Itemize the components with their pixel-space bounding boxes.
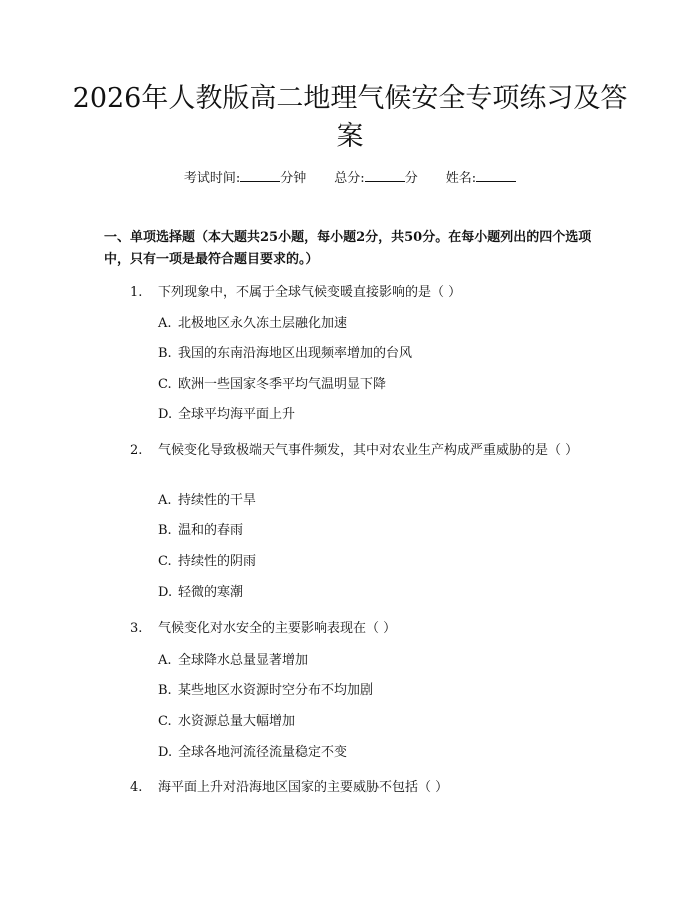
exam-time-label: 考试时间: — [183, 171, 241, 186]
exam-time-blank — [240, 169, 280, 182]
option-text: 欧洲一些国家冬季平均气温明显下降 — [178, 377, 387, 392]
total-score-unit: 分 — [404, 171, 418, 186]
option-1b — [158, 344, 578, 364]
option-text: 全球各地河流径流量稳定不变 — [178, 745, 348, 760]
option-letter: B. — [158, 346, 172, 361]
option-letter: A. — [158, 316, 172, 331]
option-letter: D. — [158, 407, 173, 422]
option-1d — [158, 405, 578, 425]
student-name-blank — [476, 169, 516, 182]
option-letter: D. — [158, 585, 173, 600]
option-letter: B. — [158, 683, 172, 698]
option-2a — [158, 491, 578, 511]
option-text: 某些地区水资源时空分布不均加剧 — [178, 683, 374, 698]
option-1a — [158, 314, 578, 334]
student-name-label: 姓名: — [445, 171, 477, 186]
option-text: 持续性的干旱 — [178, 493, 257, 508]
total-score-label: 总分: — [334, 171, 365, 186]
option-text: 我国的东南沿海地区出现频率增加的台风 — [178, 346, 413, 361]
option-3b — [158, 681, 578, 701]
question-number: 2. — [130, 443, 143, 458]
total-score-blank — [365, 169, 405, 182]
question-3 — [104, 618, 584, 640]
option-letter: D. — [158, 745, 173, 760]
question-text: 气候变化对水安全的主要影响表现在（ ） — [158, 621, 397, 636]
page-title: 2026年人教版高二地理气候安全专项练习及答案 — [72, 83, 628, 152]
option-letter: B. — [158, 523, 172, 538]
exam-time-unit: 分钟 — [280, 171, 307, 186]
question-number: 4. — [130, 780, 143, 795]
question-text: 海平面上升对沿海地区国家的主要威胁不包括（ ） — [158, 780, 449, 795]
question-2 — [104, 440, 584, 462]
option-text: 轻微的寒潮 — [178, 585, 244, 600]
question-1 — [104, 282, 584, 304]
option-text: 持续性的阴雨 — [178, 554, 257, 569]
option-letter: A. — [158, 653, 172, 668]
option-3a — [158, 651, 578, 671]
question-number: 1. — [130, 285, 143, 300]
section-heading: 一、单项选择题（本大题共25小题，每小题2分，共50分。在每小题列出的四个选项中，只有一项是最符合题目要求的。） — [104, 230, 592, 267]
option-letter: C. — [158, 714, 172, 729]
option-2c — [158, 552, 578, 572]
question-number: 3. — [130, 621, 143, 636]
option-letter: C. — [158, 554, 172, 569]
question-text: 下列现象中，不属于全球气候变暖直接影响的是（ ） — [158, 285, 462, 300]
option-letter: C. — [158, 377, 172, 392]
option-text: 温和的春雨 — [178, 523, 244, 538]
question-4 — [104, 777, 584, 799]
option-text: 全球降水总量显著增加 — [178, 653, 309, 668]
option-letter: A. — [158, 493, 172, 508]
question-text: 气候变化导致极端天气事件频发，其中对农业生产构成严重威胁的是（ ） — [158, 443, 579, 458]
option-3c — [158, 712, 578, 732]
option-1c — [158, 375, 578, 395]
option-3d — [158, 743, 578, 763]
exam-info-line — [0, 169, 700, 188]
option-text: 水资源总量大幅增加 — [178, 714, 296, 729]
option-text: 全球平均海平面上升 — [178, 407, 296, 422]
option-text: 北极地区永久冻土层融化加速 — [178, 316, 348, 331]
option-2d — [158, 583, 578, 603]
option-2b — [158, 521, 578, 541]
